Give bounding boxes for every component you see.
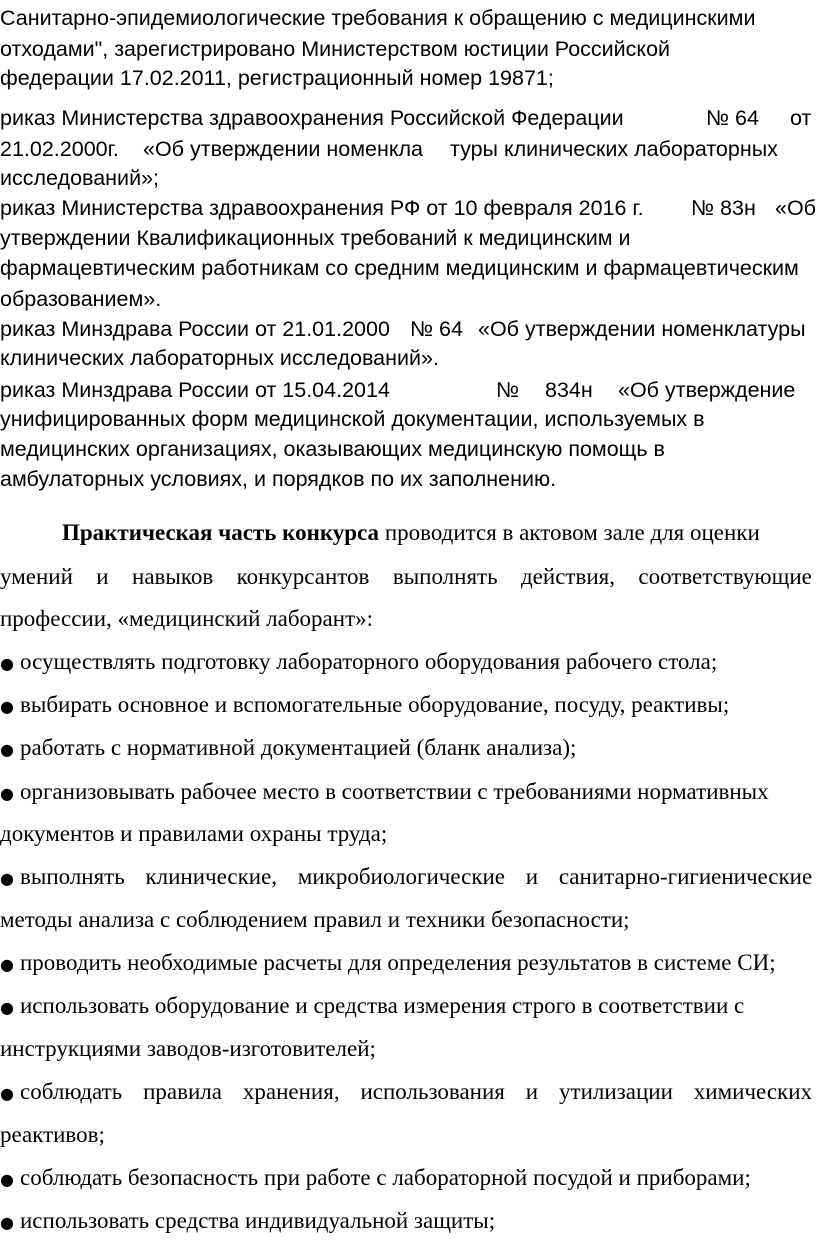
order-line xyxy=(0,376,814,405)
order-text: «Об xyxy=(775,196,816,220)
list-item-text: использовать оборудование и средства измерения строго в соответствии с xyxy=(20,993,745,1018)
order-line xyxy=(0,135,814,164)
list-item-continuation: инструкциями заводов-изготовителей; xyxy=(0,1036,376,1061)
order-text: от xyxy=(790,106,812,130)
order-text: риказ Минздрава России от 15.04.2014 xyxy=(0,378,390,402)
order-number: 834н xyxy=(545,378,593,402)
order-text: «Об утверждении номенклатуры xyxy=(478,317,806,341)
bullet-icon: ● xyxy=(0,1084,14,1103)
bullet-icon: ● xyxy=(0,784,14,803)
list-item xyxy=(0,1163,751,1194)
list-item-continuation: реактивов; xyxy=(0,1122,105,1147)
list-item xyxy=(0,777,769,808)
bullet-icon: ● xyxy=(0,869,14,888)
regulation-line: федерации 17.02.2011, регистрационный номер 19871; xyxy=(0,66,554,90)
list-item xyxy=(0,690,729,721)
order-line: клинических лабораторных исследований». xyxy=(0,346,439,370)
order-number: № 64 xyxy=(410,317,463,341)
order-line: амбулаторных условиях, и порядков по их заполнению. xyxy=(0,467,557,491)
order-number: № 64 xyxy=(706,106,759,130)
bullet-icon: ● xyxy=(0,998,14,1017)
order-text: риказ Министерства здравоохранения Российской Федерации xyxy=(0,106,624,130)
practical-intro-line: умений и навыков конкурсантов выполнять действия, соответствующие xyxy=(0,564,812,589)
bullet-icon: ● xyxy=(0,955,14,974)
order-text: туры клинических лабораторных xyxy=(450,137,778,161)
regulation-line: отходами", зарегистрировано Министерством юстиции Российской xyxy=(0,37,671,61)
order-line xyxy=(0,315,814,344)
order-line: образованием». xyxy=(0,287,162,311)
list-item-text: соблюдать безопасность при работе с лабораторной посудой и приборами; xyxy=(20,1165,751,1190)
order-line xyxy=(0,104,814,133)
regulation-line: Санитарно-эпидемиологические требования к обращению с медицинскими xyxy=(0,6,756,30)
order-text: риказ Минздрава России от 21.01.2000 xyxy=(0,317,390,341)
order-line: унифицированных форм медицинской документации, используемых в xyxy=(0,407,705,431)
order-line: фармацевтическим работникам со средним медицинским и фармацевтическим xyxy=(0,256,799,280)
list-item xyxy=(0,862,812,893)
list-item xyxy=(0,991,744,1022)
bullet-icon: ● xyxy=(0,1170,14,1189)
order-line: медицинских организациях, оказывающих медицинскую помощь в xyxy=(0,437,665,461)
practical-intro-text: проводится в актовом зале для оценки xyxy=(379,520,760,545)
order-date: 21.02.2000г. xyxy=(0,137,119,161)
list-item xyxy=(0,647,717,678)
list-item xyxy=(0,733,576,764)
bullet-icon: ● xyxy=(0,697,14,716)
list-item xyxy=(0,1077,812,1108)
list-item-continuation: методы анализа с соблюдением правил и техники безопасности; xyxy=(0,907,630,932)
order-line: исследований»; xyxy=(0,166,160,190)
list-item xyxy=(0,948,776,979)
practical-intro xyxy=(62,518,760,547)
list-item-continuation: документов и правилами охраны труда; xyxy=(0,821,388,846)
list-item-text: выполнять клинические, микробиологические и санитарно-гигиенические xyxy=(20,864,813,889)
practical-intro-line: профессии, «медицинский лаборант»: xyxy=(0,606,374,631)
list-item-text: соблюдать правила хранения, использования и утилизации химических xyxy=(20,1079,813,1104)
order-text: риказ Министерства здравоохранения РФ от 10 февраля 2016 г. xyxy=(0,196,644,220)
list-item-text: использовать средства индивидуальной защиты; xyxy=(20,1208,496,1233)
order-text: «Об утверждении номенкла xyxy=(143,137,424,161)
list-item-text: выбирать основное и вспомогательные оборудование, посуду, реактивы; xyxy=(20,692,730,717)
bullet-icon: ● xyxy=(0,740,14,759)
list-item-text: проводить необходимые расчеты для определения результатов в системе СИ; xyxy=(20,950,776,975)
list-item-text: осуществлять подготовку лабораторного оборудования рабочего стола; xyxy=(20,649,718,674)
order-line xyxy=(0,194,814,223)
list-item-text: работать с нормативной документацией (бланк анализа); xyxy=(20,735,577,760)
list-item xyxy=(0,1206,495,1237)
order-number: № xyxy=(496,378,520,402)
order-number: № 83н xyxy=(691,196,756,220)
list-item-text: организовывать рабочее место в соответствии с требованиями нормативных xyxy=(20,779,769,804)
bullet-icon: ● xyxy=(0,1213,14,1232)
order-line: утверждении Квалификационных требований к медицинским и xyxy=(0,226,631,250)
order-text: «Об утверждение xyxy=(618,378,796,402)
bullet-icon: ● xyxy=(0,654,14,673)
practical-heading: Практическая часть конкурса xyxy=(62,520,380,545)
